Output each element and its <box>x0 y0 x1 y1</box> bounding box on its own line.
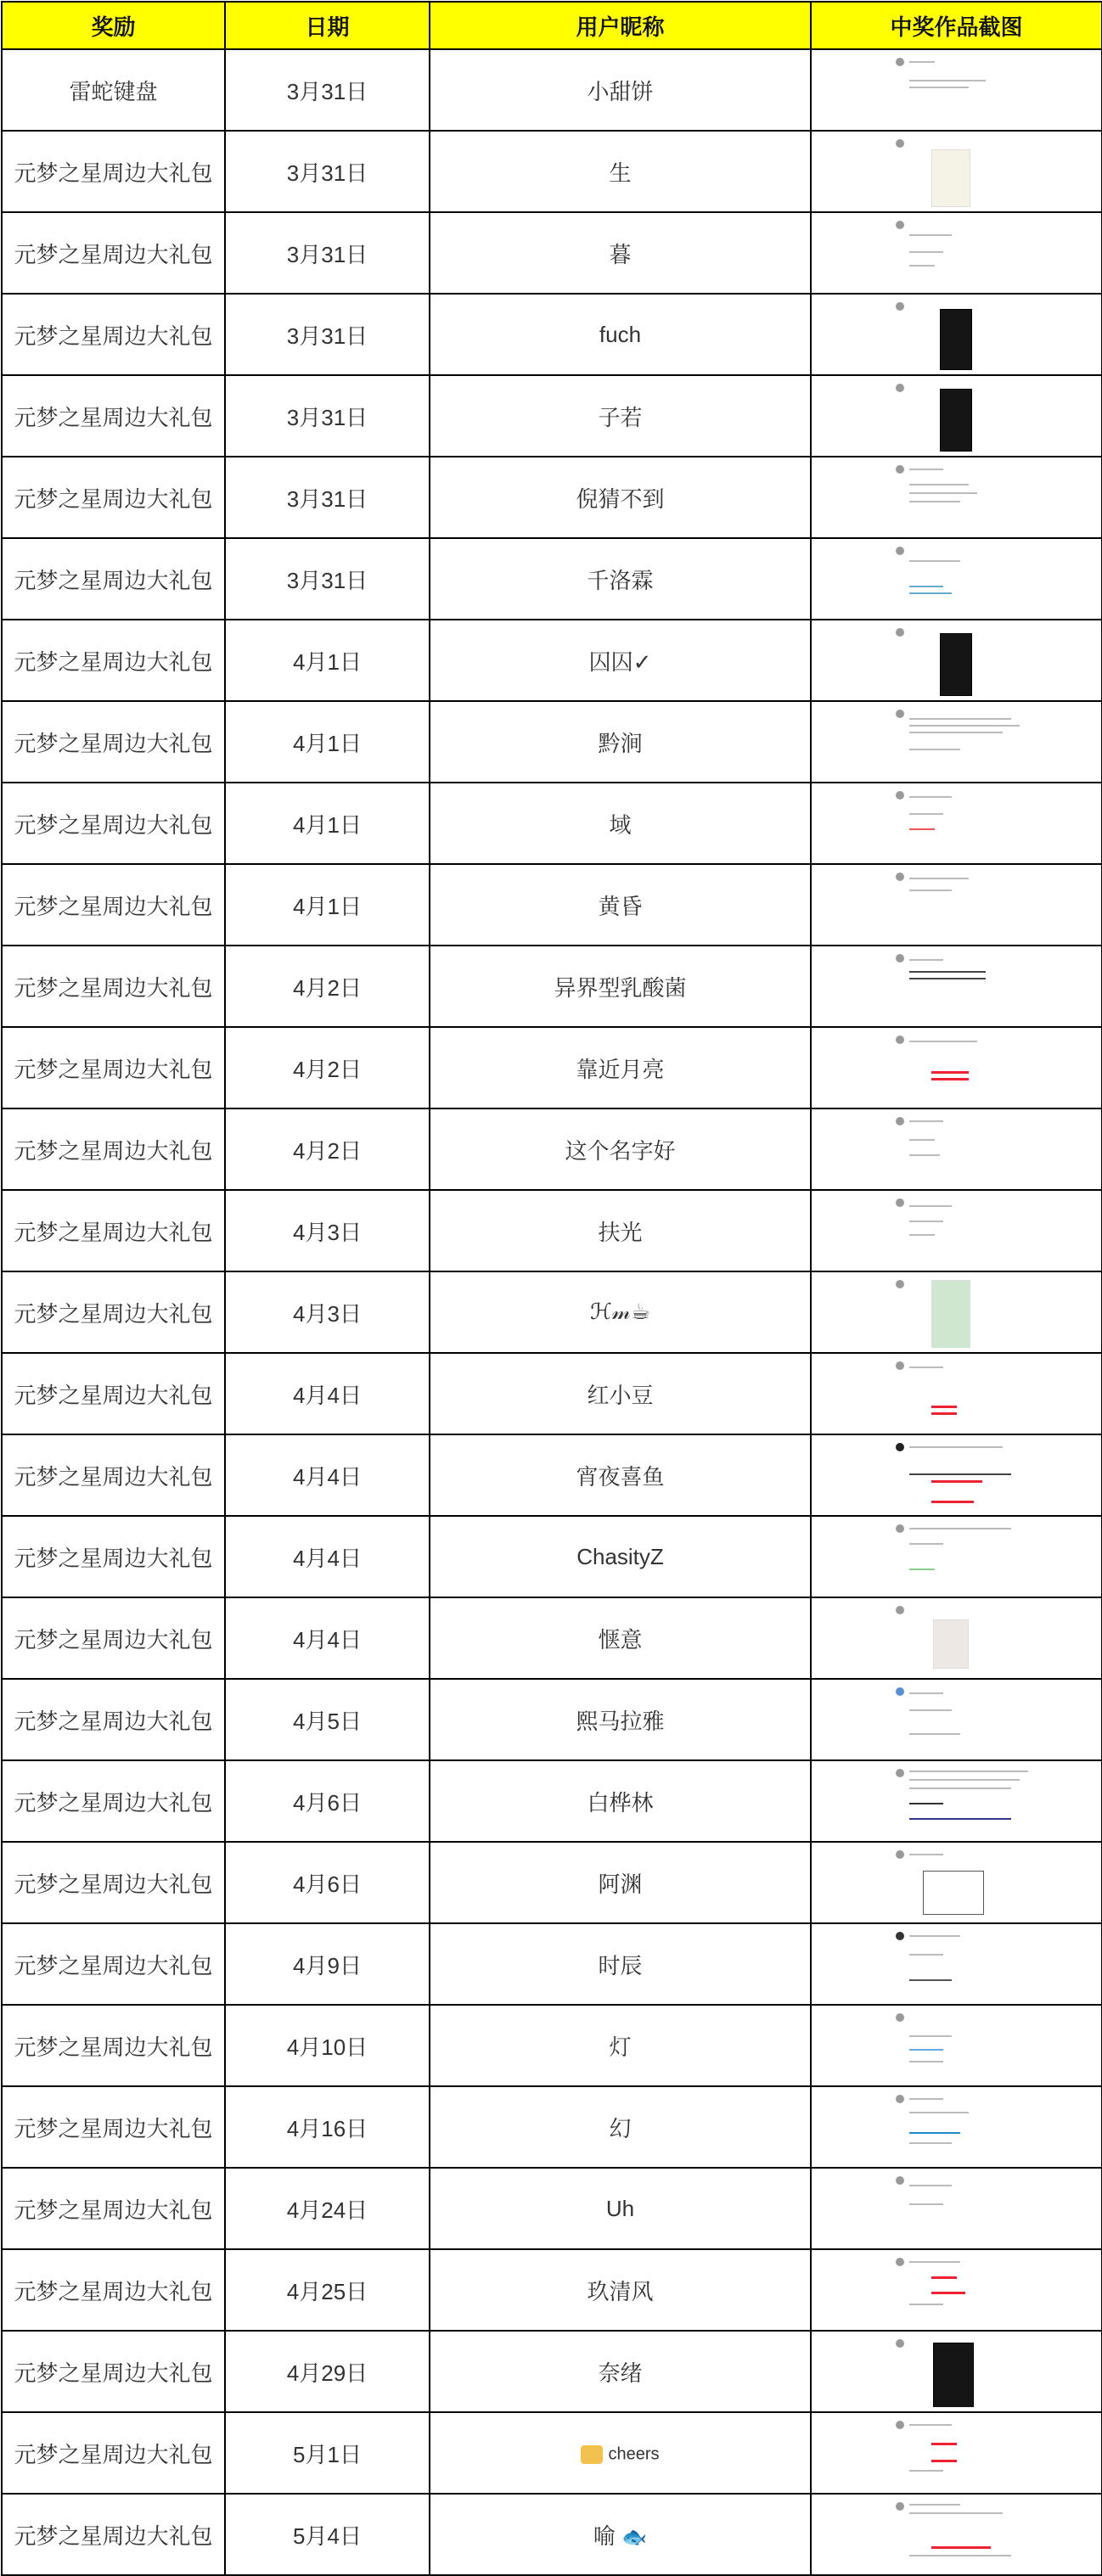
nickname-cell: 阿渊 <box>430 1842 811 1923</box>
reward-cell: 雷蛇键盘 <box>2 49 225 131</box>
date-cell: 4月4日 <box>225 1353 430 1434</box>
nickname-cell: 幻 <box>430 2086 811 2168</box>
screenshot-cell <box>811 294 1102 375</box>
nickname-cell: 奈绪 <box>430 2331 811 2412</box>
table-row <box>2 1353 1102 1434</box>
table-row <box>2 457 1102 538</box>
winning-screenshot-thumbnail[interactable] <box>880 788 1033 859</box>
date-cell: 3月31日 <box>225 457 430 538</box>
header-reward: 奖励 <box>2 2 225 49</box>
nickname-cell <box>430 2412 811 2494</box>
winning-screenshot-thumbnail[interactable] <box>880 1114 1033 1185</box>
nickname-cell: fuch <box>430 294 811 375</box>
winning-screenshot-thumbnail[interactable] <box>880 2254 1033 2326</box>
screenshot-cell <box>811 1597 1102 1679</box>
screenshot-cell <box>811 1923 1102 2005</box>
date-cell: 4月9日 <box>225 1923 430 2005</box>
screenshot-cell <box>811 783 1102 864</box>
date-cell: 4月10日 <box>225 2005 430 2086</box>
screenshot-cell <box>811 212 1102 294</box>
winning-screenshot-thumbnail[interactable] <box>880 1195 1033 1266</box>
table-row <box>2 1027 1102 1108</box>
screenshot-cell <box>811 375 1102 457</box>
screenshot-cell <box>811 1434 1102 1516</box>
reward-cell: 元梦之星周边大礼包 <box>2 1923 225 2005</box>
screenshot-cell <box>811 946 1102 1027</box>
screenshot-cell <box>811 1679 1102 1760</box>
table-row <box>2 1679 1102 1760</box>
reward-cell: 元梦之星周边大礼包 <box>2 1271 225 1353</box>
date-cell: 4月6日 <box>225 1760 430 1842</box>
reward-cell: 元梦之星周边大礼包 <box>2 294 225 375</box>
table-row <box>2 2494 1102 2575</box>
screenshot-cell <box>811 2168 1102 2249</box>
nickname-cell: 扶光 <box>430 1190 811 1271</box>
table-row <box>2 2412 1102 2494</box>
table-row <box>2 701 1102 783</box>
winning-screenshot-thumbnail[interactable] <box>880 2010 1033 2081</box>
nickname-cell: 靠近月亮 <box>430 1027 811 1108</box>
reward-cell: 元梦之星周边大礼包 <box>2 1434 225 1516</box>
date-cell: 4月1日 <box>225 864 430 946</box>
nickname-text: 喻 <box>593 2523 616 2549</box>
reward-cell: 元梦之星周边大礼包 <box>2 1353 225 1434</box>
table-row <box>2 1271 1102 1353</box>
winning-screenshot-thumbnail[interactable] <box>880 2499 1033 2570</box>
date-cell: 4月4日 <box>225 1434 430 1516</box>
nickname-cell: 倪猜不到 <box>430 457 811 538</box>
reward-cell: 元梦之星周边大礼包 <box>2 131 225 212</box>
reward-cell: 元梦之星周边大礼包 <box>2 1842 225 1923</box>
winning-screenshot-thumbnail[interactable] <box>880 1521 1033 1592</box>
date-cell: 4月24日 <box>225 2168 430 2249</box>
screenshot-cell <box>811 131 1102 212</box>
winning-screenshot-thumbnail[interactable] <box>880 2336 1033 2407</box>
reward-cell: 元梦之星周边大礼包 <box>2 1027 225 1108</box>
screenshot-cell <box>811 2494 1102 2575</box>
screenshot-cell <box>811 1842 1102 1923</box>
date-cell: 4月1日 <box>225 701 430 783</box>
reward-cell: 元梦之星周边大礼包 <box>2 783 225 864</box>
winning-screenshot-thumbnail[interactable] <box>880 1032 1033 1103</box>
nickname-cell: 灯 <box>430 2005 811 2086</box>
nickname-cell: 这个名字好 <box>430 1108 811 1190</box>
table-row <box>2 2249 1102 2331</box>
table-row <box>2 1434 1102 1516</box>
table-row <box>2 212 1102 294</box>
table-row <box>2 1516 1102 1597</box>
screenshot-cell <box>811 620 1102 701</box>
table-row <box>2 538 1102 620</box>
date-cell: 3月31日 <box>225 131 430 212</box>
table-row <box>2 946 1102 1027</box>
winning-screenshot-thumbnail[interactable] <box>880 1765 1033 1837</box>
reward-cell: 元梦之星周边大礼包 <box>2 2331 225 2412</box>
date-cell: 5月1日 <box>225 2412 430 2494</box>
table-row <box>2 2331 1102 2412</box>
reward-cell: 元梦之星周边大礼包 <box>2 1597 225 1679</box>
reward-cell: 元梦之星周边大礼包 <box>2 620 225 701</box>
winning-screenshot-thumbnail[interactable] <box>880 217 1033 289</box>
date-cell: 4月3日 <box>225 1271 430 1353</box>
reward-cell: 元梦之星周边大礼包 <box>2 457 225 538</box>
date-cell: 4月5日 <box>225 1679 430 1760</box>
winning-screenshot-thumbnail[interactable] <box>880 2417 1033 2489</box>
table-row <box>2 1842 1102 1923</box>
winning-screenshot-thumbnail[interactable] <box>880 299 1033 370</box>
nickname-cell: 域 <box>430 783 811 864</box>
winners-table <box>1 1 1102 2576</box>
reward-cell: 元梦之星周边大礼包 <box>2 864 225 946</box>
date-cell: 4月2日 <box>225 1027 430 1108</box>
table-row <box>2 2168 1102 2249</box>
screenshot-cell <box>811 538 1102 620</box>
reward-cell: 元梦之星周边大礼包 <box>2 2005 225 2086</box>
winning-screenshot-thumbnail[interactable] <box>880 951 1033 1022</box>
winning-screenshot-thumbnail[interactable] <box>880 1358 1033 1429</box>
nickname-cell: 囚囚✓ <box>430 620 811 701</box>
fish-emoji-icon: 🐟 <box>621 2525 648 2549</box>
nickname-text: cheers <box>608 2444 660 2464</box>
reward-cell: 元梦之星周边大礼包 <box>2 2086 225 2168</box>
table-row <box>2 1760 1102 1842</box>
winning-screenshot-thumbnail[interactable] <box>880 1684 1033 1755</box>
screenshot-cell <box>811 1108 1102 1190</box>
screenshot-cell <box>811 1190 1102 1271</box>
table-row <box>2 1108 1102 1190</box>
date-cell: 4月4日 <box>225 1516 430 1597</box>
reward-cell: 元梦之星周边大礼包 <box>2 2249 225 2331</box>
screenshot-cell <box>811 2249 1102 2331</box>
screenshot-cell <box>811 701 1102 783</box>
winning-screenshot-thumbnail[interactable] <box>880 1277 1033 1348</box>
reward-cell: 元梦之星周边大礼包 <box>2 2412 225 2494</box>
table-row <box>2 1923 1102 2005</box>
date-cell: 4月2日 <box>225 946 430 1027</box>
nickname-cell: 子若 <box>430 375 811 457</box>
winning-screenshot-thumbnail[interactable] <box>880 625 1033 696</box>
reward-cell: 元梦之星周边大礼包 <box>2 538 225 620</box>
table-row <box>2 2086 1102 2168</box>
nickname-cell: 暮 <box>430 212 811 294</box>
cheers-emoji-icon <box>581 2445 603 2464</box>
screenshot-cell <box>811 2005 1102 2086</box>
date-cell: 4月2日 <box>225 1108 430 1190</box>
header-nickname: 用户昵称 <box>430 2 811 49</box>
table-row <box>2 131 1102 212</box>
table-row <box>2 375 1102 457</box>
date-cell: 4月29日 <box>225 2331 430 2412</box>
reward-cell: 元梦之星周边大礼包 <box>2 2168 225 2249</box>
table-row <box>2 1190 1102 1271</box>
date-cell: 4月16日 <box>225 2086 430 2168</box>
screenshot-cell <box>811 2086 1102 2168</box>
date-cell: 3月31日 <box>225 538 430 620</box>
screenshot-cell <box>811 1760 1102 1842</box>
screenshot-cell <box>811 1516 1102 1597</box>
screenshot-cell <box>811 864 1102 946</box>
nickname-cell: 生 <box>430 131 811 212</box>
nickname-cell: 千洛霖 <box>430 538 811 620</box>
nickname-cell: Uh <box>430 2168 811 2249</box>
screenshot-cell <box>811 49 1102 131</box>
table-row <box>2 2005 1102 2086</box>
nickname-cell: 时辰 <box>430 1923 811 2005</box>
winning-screenshot-thumbnail[interactable] <box>880 380 1033 452</box>
winning-screenshot-thumbnail[interactable] <box>880 869 1033 940</box>
winning-screenshot-thumbnail[interactable] <box>880 2091 1033 2163</box>
reward-cell: 元梦之星周边大礼包 <box>2 1760 225 1842</box>
screenshot-cell <box>811 1027 1102 1108</box>
date-cell: 3月31日 <box>225 49 430 131</box>
nickname-cell: ℋ𝓂☕ <box>430 1271 811 1353</box>
table-row <box>2 620 1102 701</box>
reward-cell: 元梦之星周边大礼包 <box>2 1108 225 1190</box>
date-cell: 4月1日 <box>225 620 430 701</box>
table-row <box>2 783 1102 864</box>
date-cell: 4月4日 <box>225 1597 430 1679</box>
table-row <box>2 1597 1102 1679</box>
winning-screenshot-thumbnail[interactable] <box>880 1602 1033 1674</box>
nickname-cell: 黔涧 <box>430 701 811 783</box>
date-cell: 3月31日 <box>225 375 430 457</box>
nickname-cell: ChasityZ <box>430 1516 811 1597</box>
date-cell: 5月4日 <box>225 2494 430 2575</box>
winning-screenshot-thumbnail[interactable] <box>880 1440 1033 1511</box>
winning-screenshot-thumbnail[interactable] <box>880 1847 1033 1918</box>
reward-cell: 元梦之星周边大礼包 <box>2 375 225 457</box>
nickname-cell: 红小豆 <box>430 1353 811 1434</box>
nickname-cell: 异界型乳酸菌 <box>430 946 811 1027</box>
header-row <box>2 2 1102 49</box>
nickname-cell: 小甜饼 <box>430 49 811 131</box>
date-cell: 4月6日 <box>225 1842 430 1923</box>
screenshot-cell <box>811 1271 1102 1353</box>
nickname-cell: 白桦林 <box>430 1760 811 1842</box>
reward-cell: 元梦之星周边大礼包 <box>2 946 225 1027</box>
nickname-cell: 惬意 <box>430 1597 811 1679</box>
winning-screenshot-thumbnail[interactable] <box>880 1928 1033 2000</box>
winning-screenshot-thumbnail[interactable] <box>880 54 1033 126</box>
screenshot-cell <box>811 2331 1102 2412</box>
winning-screenshot-thumbnail[interactable] <box>880 136 1033 207</box>
nickname-cell: 黄昏 <box>430 864 811 946</box>
table-row <box>2 49 1102 131</box>
reward-cell: 元梦之星周边大礼包 <box>2 701 225 783</box>
screenshot-cell <box>811 457 1102 538</box>
reward-cell: 元梦之星周边大礼包 <box>2 1516 225 1597</box>
header-date: 日期 <box>225 2 430 49</box>
winning-screenshot-thumbnail[interactable] <box>880 2173 1033 2244</box>
date-cell: 4月3日 <box>225 1190 430 1271</box>
winning-screenshot-thumbnail[interactable] <box>880 462 1033 533</box>
header-screenshot: 中奖作品截图 <box>811 2 1102 49</box>
date-cell: 3月31日 <box>225 294 430 375</box>
nickname-cell: 宵夜喜鱼 <box>430 1434 811 1516</box>
reward-cell: 元梦之星周边大礼包 <box>2 1679 225 1760</box>
nickname-cell: 熙马拉雅 <box>430 1679 811 1760</box>
date-cell: 3月31日 <box>225 212 430 294</box>
nickname-cell: 玖清风 <box>430 2249 811 2331</box>
date-cell: 4月25日 <box>225 2249 430 2331</box>
screenshot-cell <box>811 1353 1102 1434</box>
reward-cell: 元梦之星周边大礼包 <box>2 1190 225 1271</box>
winning-screenshot-thumbnail[interactable] <box>880 706 1033 777</box>
date-cell: 4月1日 <box>225 783 430 864</box>
table-row <box>2 294 1102 375</box>
nickname-cell <box>430 2494 811 2575</box>
table-row <box>2 864 1102 946</box>
reward-cell: 元梦之星周边大礼包 <box>2 2494 225 2575</box>
reward-cell: 元梦之星周边大礼包 <box>2 212 225 294</box>
winning-screenshot-thumbnail[interactable] <box>880 543 1033 615</box>
screenshot-cell <box>811 2412 1102 2494</box>
